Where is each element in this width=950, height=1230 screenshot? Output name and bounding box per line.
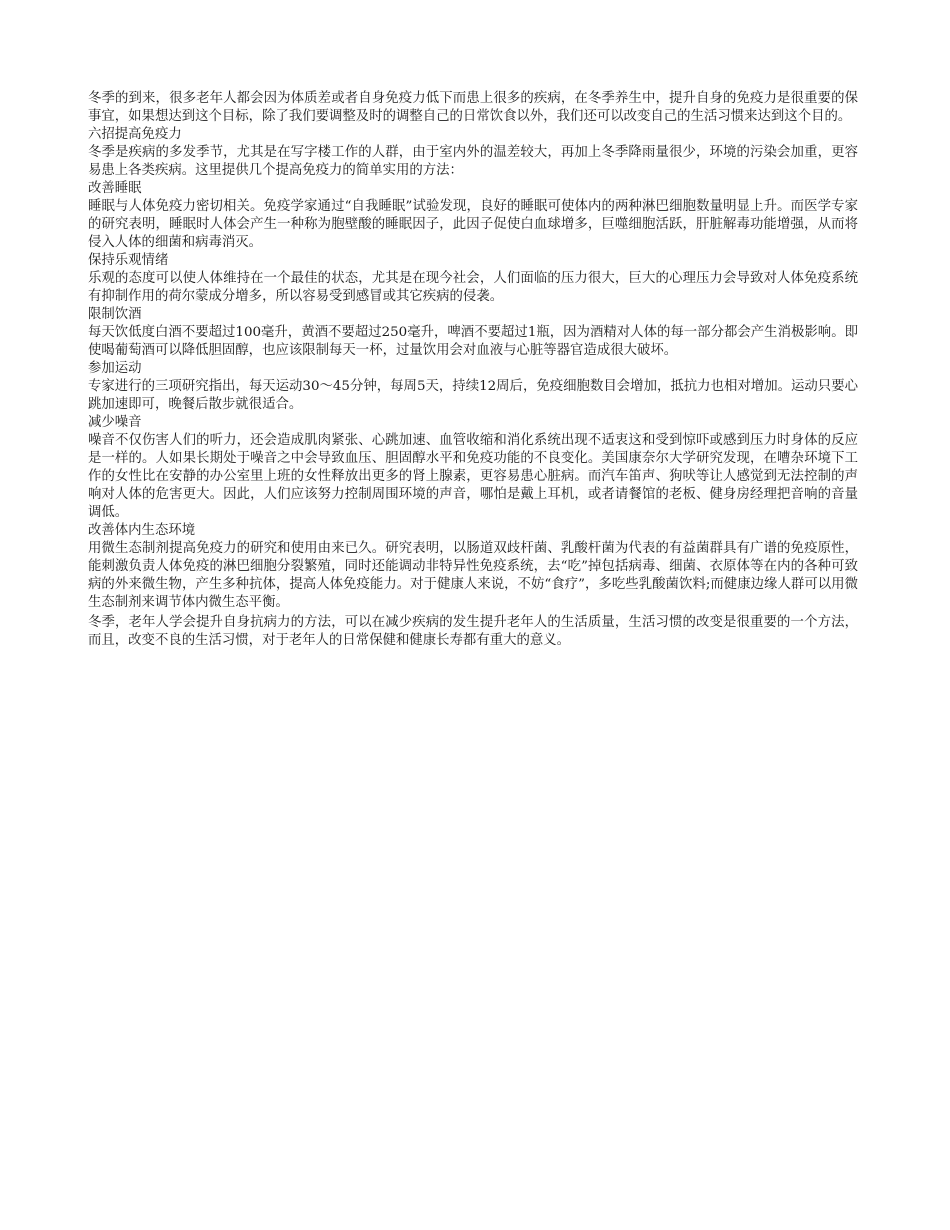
main-heading: 六招提高免疫力 <box>88 127 182 142</box>
section-heading-noise: 减少噪音 <box>88 415 142 430</box>
section-heading-alcohol: 限制饮酒 <box>88 307 142 322</box>
lead-paragraph: 冬季是疾病的多发季节，尤其是在写字楼工作的人群，由于室内外的温差较大，再加上冬季降雨量很少，环境的污染会加重，更容易患上各类疾病。这里提供几个提高免疫力的简单实用的方法： <box>88 145 858 178</box>
section-body-sleep: 睡眠与人体免疫力密切相关。免疫学家通过“自我睡眠”试验发现，良好的睡眠可使体内的两种淋巴细胞数量明显上升。而医学专家的研究表明，睡眠时人体会产生一种称为胞壁酸的睡眠因子，此因子促使白血球增多，巨噬细胞活跃，肝脏解毒功能增强，从而将侵入人体的细菌和病毒消灭。 <box>88 199 858 250</box>
section-heading-exercise: 参加运动 <box>88 361 142 376</box>
conclusion-paragraph: 冬季，老年人学会提升自身抗病力的方法，可以在减少疾病的发生提升老年人的生活质量，生活习惯的改变是很重要的一个方法，而且，改变不良的生活习惯，对于老年人的日常保健和健康长寿都有重大的意义。 <box>88 615 858 648</box>
section-heading-sleep: 改善睡眠 <box>88 181 142 196</box>
section-heading-microbiome: 改善体内生态环境 <box>88 523 196 538</box>
section-body-noise: 噪音不仅伤害人们的听力，还会造成肌肉紧张、心跳加速、血管收缩和消化系统出现不适衷这和受到惊吓或感到压力时身体的反应是一样的。人如果长期处于噪音之中会导致血压、胆固醇水平和免疫功能的不良变化。美国康奈尔大学研究发现，在嘈杂环境下工作的女性比在安静的办公室里上班的女性释放出更多的肾上腺素，更容易患心脏病。而汽车笛声、狗吠等让人感觉到无法控制的声响对人体的危害更大。因此，人们应该努力控制周围环境的声音，哪怕是戴上耳机，或者请餐馆的老板、健身房经理把音响的音量调低。 <box>88 433 858 520</box>
section-body-microbiome: 用微生态制剂提高免疫力的研究和使用由来已久。研究表明，以肠道双歧杆菌、乳酸杆菌为代表的有益菌群具有广谱的免疫原性，能刺激负责人体免疫的淋巴细胞分裂繁殖，同时还能调动非特异性免疫系统，去“吃”掉包括病毒、细菌、衣原体等在内的各种可致病的外来微生物，产生多种抗体，提高人体免疫能力。对于健康人来说，不妨“食疗”，多吃些乳酸菌饮料;而健康边缘人群可以用微生态制剂来调节体内微生态平衡。 <box>88 541 858 610</box>
intro-paragraph: 冬季的到来，很多老年人都会因为体质差或者自身免疫力低下而患上很多的疾病，在冬季养生中，提升自身的免疫力是很重要的保事宜，如果想达到这个目标，除了我们要调整及时的调整自己的日常饮食以外，我们还可以改变自己的生活习惯来达到这个目的。 <box>88 91 858 124</box>
section-body-mood: 乐观的态度可以使人体维持在一个最佳的状态，尤其是在现今社会，人们面临的压力很大，巨大的心理压力会导致对人体免疫系统有抑制作用的荷尔蒙成分增多，所以容易受到感冒或其它疾病的侵袭。 <box>88 271 858 304</box>
section-body-alcohol: 每天饮低度白酒不要超过100毫升，黄酒不要超过250毫升，啤酒不要超过1瓶，因为酒精对人体的每一部分都会产生消极影响。即使喝葡萄酒可以降低胆固醇，也应该限制每天一杯，过量饮用会对血液与心脏等器官造成很大破坏。 <box>88 325 858 358</box>
article-body <box>88 90 858 650</box>
section-heading-mood: 保持乐观情绪 <box>88 253 169 268</box>
section-body-exercise: 专家进行的三项研究指出，每天运动30～45分钟，每周5天，持续12周后，免疫细胞数目会增加，抵抗力也相对增加。运动只要心跳加速即可，晚餐后散步就很适合。 <box>88 379 858 412</box>
